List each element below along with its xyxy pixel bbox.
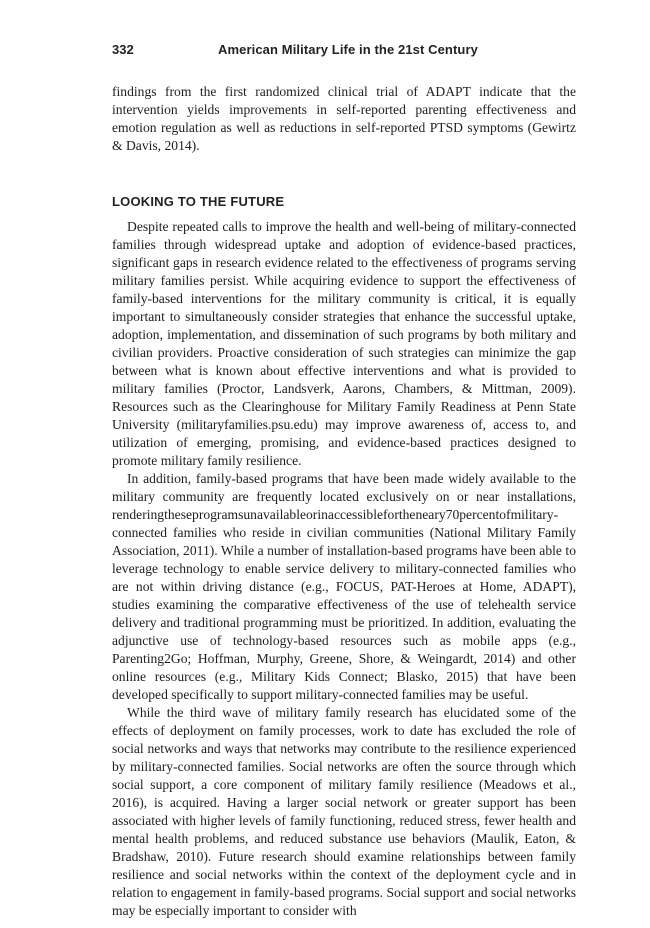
section-heading: LOOKING TO THE FUTURE — [112, 194, 285, 209]
paragraph-3: While the third wave of military family research has elucidated some of the effects of deployment on family processes, work to date has excluded the role of social networks and ways that networks may contribute to the resilience experienced by military-connected families. Social networks are often the source through which social support, a core component of military family resilience (Meadows et al., 2016), is acquired. Having a larger social network or greater support has been associated with higher levels of family functioning, reduced stress, fewer health and mental health problems, and reduced substance use behaviors (Maulik, Eaton, & Bradshaw, 2010). Future research should examine relationships between family resilience and social networks within the context of the deployment cycle and in relation to engagement in family-based programs. Social support and social networks may be especially important to consider with — [112, 705, 576, 918]
paragraph-1: Despite repeated calls to improve the health and well-being of military-connected families through widespread uptake and adoption of evidence-based practices, significant gaps in research evidence related to the effectiveness of programs serving military families persist. While acquiring evidence to support the effectiveness of family-based interventions for the military community is critical, it is equally important to simultaneously consider strategies that enhance the successful uptake, adoption, implementation, and dissemination of such programs by both military and civilian providers. Proactive consideration of such strategies can minimize the gap between what is known about effective interventions and what is provided to military families (Proctor, Landsverk, Aarons, Chambers, & Mittman, 2009). Resources such as the Clearinghouse for Military Family Readiness at Penn State University (militaryfamilies.psu.edu) may improve awareness of, access to, and utilization of emerging, promising, and evidence-based practices designed to promote military family resilience. — [112, 219, 576, 468]
paragraph-2: In addition, family-based programs that have been made widely available to the military community are frequently located exclusively on or near installations, renderingtheseprogramsunavailableorinaccessiblefortheneary70percentofmilitary-connected families who reside in civilian communities (National Military Family Association, 2011). While a number of installation-based programs have been able to leverage technology to enable service delivery to military-connected families who are not within driving distance (e.g., FOCUS, PAT-Heroes at Home, ADAPT), studies examining the comparative effectiveness of the use of telehealth service delivery and traditional programming must be prioritized. In addition, evaluating the adjunctive use of technology-based resources such as mobile apps (e.g., Parenting2Go; Hoffman, Murphy, Greene, Shore, & Weingardt, 2014) and other online resources (e.g., Military Kids Connect; Blasko, 2015) that have been developed specifically to support military-connected families may be useful. — [112, 471, 576, 702]
body-text — [112, 83, 576, 920]
page-number: 332 — [112, 42, 134, 57]
running-head-title: American Military Life in the 21st Century — [218, 42, 478, 57]
running-header — [112, 42, 576, 62]
continuation-paragraph: findings from the first randomized clinical trial of ADAPT indicate that the intervention yields improvements in self-reported parenting effectiveness and emotion regulation as well as reductions in self-reported PTSD symptoms (Gewirtz & Davis, 2014). — [112, 84, 576, 153]
